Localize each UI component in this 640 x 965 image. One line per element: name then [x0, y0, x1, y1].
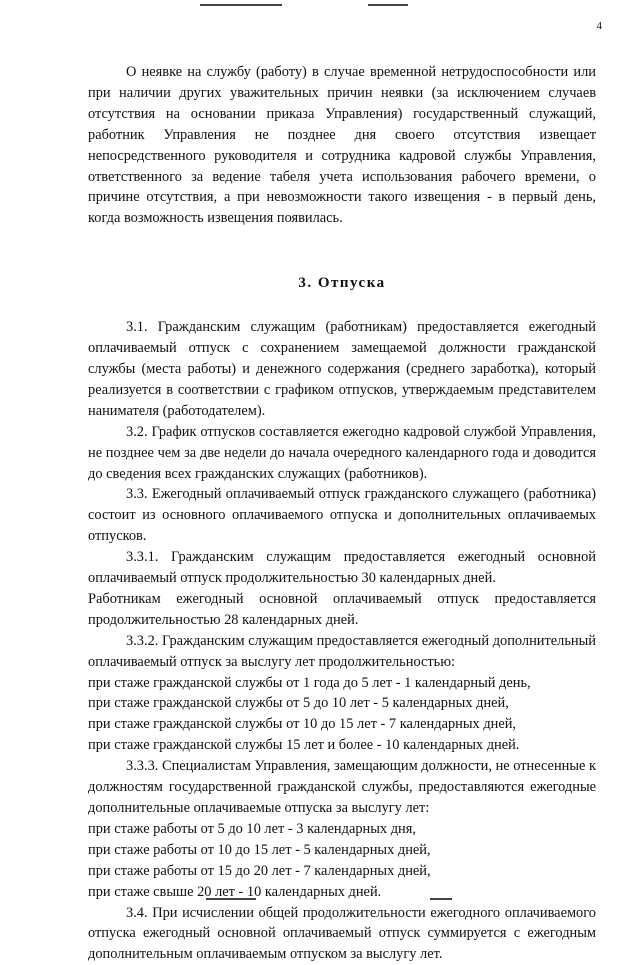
list-item: при стаже гражданской службы от 1 года до 5 лет - 1 календарный день, [88, 674, 531, 691]
section-title: 3. Отпуска [298, 275, 386, 292]
paragraph-3-3-3: 3.3.3. Специалистам Управления, замещающим должности, не отнесенные к должностям государственной гражданской службы, предоставляются ежегодные дополнительные оплачиваемые отпуска за выслугу лет: [88, 758, 596, 816]
scan-artifact-top-right [368, 4, 408, 6]
list-item: при стаже работы от 10 до 15 лет - 5 календарных дней, [88, 841, 431, 858]
document-body [88, 62, 596, 965]
paragraph-3-2: 3.2. График отпусков составляется ежегодно кадровой службой Управления, не позднее чем за две недели до начала очередного календарного года и доводится до сведения всех гражданских служащих (работников). [88, 423, 596, 482]
paragraph-3-3-1: 3.3.1. Гражданским служащим предоставляется ежегодный основной оплачиваемый отпуск продолжительностью 30 календарных дней. [88, 549, 596, 587]
page-number: 4 [596, 20, 602, 32]
list-item: при стаже гражданской службы от 5 до 10 лет - 5 календарных дней, [88, 695, 509, 712]
paragraph-3-3-2: 3.3.2. Гражданским служащим предоставляется ежегодный дополнительный оплачиваемый отпуск за выслугу лет продолжительностью: [88, 632, 596, 670]
intro-paragraph: О неявке на службу (работу) в случае временной нетрудоспособности или при наличии других уважительных причин неявки (за исключением случаев отсутствия на основании приказа Управления) государственный служащий, работник Управления не позднее дня своего отсутствия извещает непосредственного руководителя и сотрудника кадровой службы Управления, ответственного за ведение табеля учета использования рабочего времени, о причине отсутствия, а при невозможности такого извещения - в первый день, когда возможность извещения появилась. [88, 64, 596, 227]
list-item: при стаже гражданской службы 15 лет и более - 10 календарных дней. [88, 737, 520, 754]
paragraph-3-3-1-workers: Работникам ежегодный основной оплачиваемый отпуск предоставляется продолжительностью 28 календарных дней. [88, 590, 596, 628]
list-item: при стаже гражданской службы от 10 до 15 лет - 7 календарных дней, [88, 716, 517, 733]
paragraph-3-4: 3.4. При исчислении общей продолжительности ежегодного оплачиваемого отпуска ежегодный основной оплачиваемый отпуск суммируется с ежегодным дополнительным оплачиваемым отпуском за выслугу лет. [88, 904, 596, 963]
list-item: при стаже свыше 20 лет - 10 календарных дней. [88, 883, 382, 900]
paragraph-3-3: 3.3. Ежегодный оплачиваемый отпуск гражданского служащего (работника) состоит из основного оплачиваемого отпуска и дополнительных оплачиваемых отпусков. [88, 486, 596, 545]
scan-artifact-top-left [200, 4, 282, 6]
paragraph-3-1: 3.1. Гражданским служащим (работникам) предоставляется ежегодный оплачиваемый отпуск с сохранением замещаемой должности гражданской службы (места работы) и денежного содержания (среднего заработка), который реализуется в соответствии с графиком отпусков, утверждаемым представителем нанимателя (работодателем). [88, 319, 596, 419]
list-item: при стаже работы от 15 до 20 лет - 7 календарных дней, [88, 862, 431, 879]
list-item: при стаже работы от 5 до 10 лет - 3 календарных дня, [88, 820, 416, 837]
